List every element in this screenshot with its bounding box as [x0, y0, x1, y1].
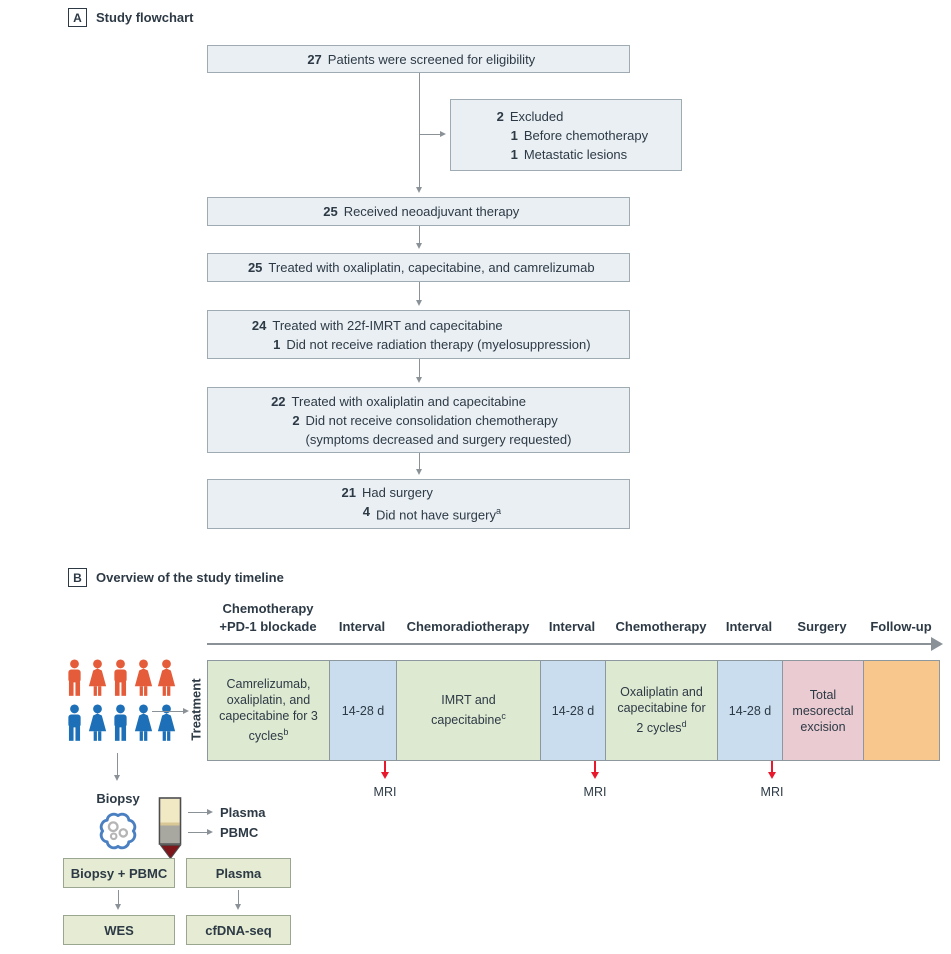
count: 25 — [247, 260, 263, 275]
timeline-arrowhead-icon — [931, 637, 950, 651]
flow-box-consolidation — [207, 387, 630, 453]
count: 1 — [273, 336, 281, 352]
panel-a-title: Study flowchart — [96, 10, 194, 25]
plasma-layer-label: Plasma — [220, 805, 266, 820]
segment-chemotherapy: Oxaliplatin and capecitabine for 2 cycles$^d$ — [606, 661, 718, 760]
down-arrow — [419, 282, 420, 303]
flow-text: Excluded — [509, 108, 564, 124]
cfdna-box: cfDNA-seq — [186, 915, 291, 945]
phase-header-followup: Follow-up — [870, 619, 932, 634]
flow-box-excluded — [450, 99, 682, 171]
count: 21 — [341, 485, 357, 501]
flow-text: Patients were screened for eligibility — [327, 51, 536, 67]
segment-interval-3: 14-28 d — [718, 661, 783, 760]
biopsy-pbmc-box: Biopsy + PBMC — [63, 858, 175, 888]
female-person-icon — [132, 659, 155, 702]
count: 25 — [323, 204, 338, 219]
male-person-icon — [63, 704, 86, 747]
plasma-arrow — [188, 812, 210, 813]
flow-text: Did not receive consolidation chemotherapy — [305, 412, 558, 428]
panel-a-label — [68, 8, 194, 27]
flow-text: Metastatic lesions — [523, 146, 628, 162]
male-person-icon — [109, 659, 132, 702]
people-to-treatment-arrow — [152, 711, 186, 712]
patient-group-orange — [63, 659, 178, 702]
biopsy-cell-icon — [95, 808, 141, 854]
count: 2 — [292, 412, 300, 428]
flow-box-neoadjuvant — [207, 197, 630, 226]
female-person-icon — [86, 659, 109, 702]
down-arrow — [419, 453, 420, 472]
segment-followup — [864, 661, 939, 760]
count: 1 — [510, 127, 518, 143]
count: 22 — [271, 393, 286, 409]
phase-header-chemotherapy: Chemotherapy — [615, 619, 707, 634]
flow-text: Had surgery — [362, 485, 433, 501]
count: 27 — [307, 51, 322, 67]
mri-arrow — [384, 761, 386, 776]
wes-box: WES — [63, 915, 175, 945]
phase-header-surgery: Surgery — [797, 619, 847, 634]
panel-b-label — [68, 568, 284, 587]
treatment-row — [207, 660, 940, 761]
female-person-icon — [86, 704, 109, 747]
phase-header-chemoradiotherapy: Chemoradiotherapy — [406, 619, 530, 634]
panel-b-tag: B — [68, 568, 87, 587]
biopsy-label: Biopsy — [96, 791, 140, 806]
count: 24 — [251, 317, 267, 333]
branch-arrow — [419, 134, 443, 135]
segment-chemoradiotherapy: IMRT and capecitabine$^c$ — [397, 661, 541, 760]
timeline-axis — [207, 643, 933, 645]
phase-header-chemo-pd1: Chemotherapy +PD-1 blockade — [219, 601, 317, 634]
count: 4 — [362, 504, 371, 520]
down-arrow — [419, 359, 420, 380]
people-to-biopsy-arrow — [117, 753, 118, 778]
mri-arrow — [594, 761, 596, 776]
mri-label: MRI — [373, 785, 397, 799]
down-arrow — [419, 226, 420, 246]
segment-interval-1: 14-28 d — [330, 661, 397, 760]
flow-text: Treated with oxaliplatin, capecitabine, and camrelizumab — [268, 260, 595, 275]
flow-box-screened — [207, 45, 630, 73]
panel-b-title: Overview of the study timeline — [96, 570, 284, 585]
flow-text: Did not receive radiation therapy (myelosuppression) — [286, 336, 591, 352]
to-wes-arrow — [118, 890, 119, 907]
count: 1 — [510, 146, 518, 162]
panel-a-tag: A — [68, 8, 87, 27]
sample-tube-icon — [157, 796, 184, 862]
flow-text: Treated with oxaliplatin and capecitabine — [291, 393, 526, 409]
flow-box-surgery — [207, 479, 630, 529]
phase-header-interval-1: Interval — [338, 619, 386, 634]
flow-box-chemo-camrelizumab — [207, 253, 630, 282]
male-person-icon — [109, 704, 132, 747]
flow-text: Received neoadjuvant therapy — [343, 204, 520, 219]
segment-surgery: Total mesorectal excision — [783, 661, 864, 760]
to-cfdna-arrow — [238, 890, 239, 907]
mri-label: MRI — [583, 785, 607, 799]
plasma-box: Plasma — [186, 858, 291, 888]
flow-box-imrt — [207, 310, 630, 359]
flow-text: Before chemotherapy — [523, 127, 649, 143]
mri-label: MRI — [760, 785, 784, 799]
treatment-axis-label: Treatment — [188, 678, 204, 741]
phase-header-interval-3: Interval — [725, 619, 773, 634]
female-person-icon — [155, 659, 178, 702]
segment-chemo-pd1: Camrelizumab, oxaliplatin, and capecitabine for 3 cycles$^b$ — [208, 661, 330, 760]
flow-text: (symptoms decreased and surgery requested) — [305, 431, 572, 447]
pbmc-layer-label: PBMC — [220, 825, 259, 840]
down-arrow — [419, 73, 420, 190]
phase-header-interval-2: Interval — [548, 619, 596, 634]
segment-interval-2: 14-28 d — [541, 661, 606, 760]
flow-text: Did not have surgery$^a$ — [376, 506, 501, 523]
male-person-icon — [63, 659, 86, 702]
count: 2 — [496, 108, 504, 124]
mri-arrow — [771, 761, 773, 776]
pbmc-arrow — [188, 832, 210, 833]
flow-text: Treated with 22f-IMRT and capecitabine — [272, 317, 503, 333]
